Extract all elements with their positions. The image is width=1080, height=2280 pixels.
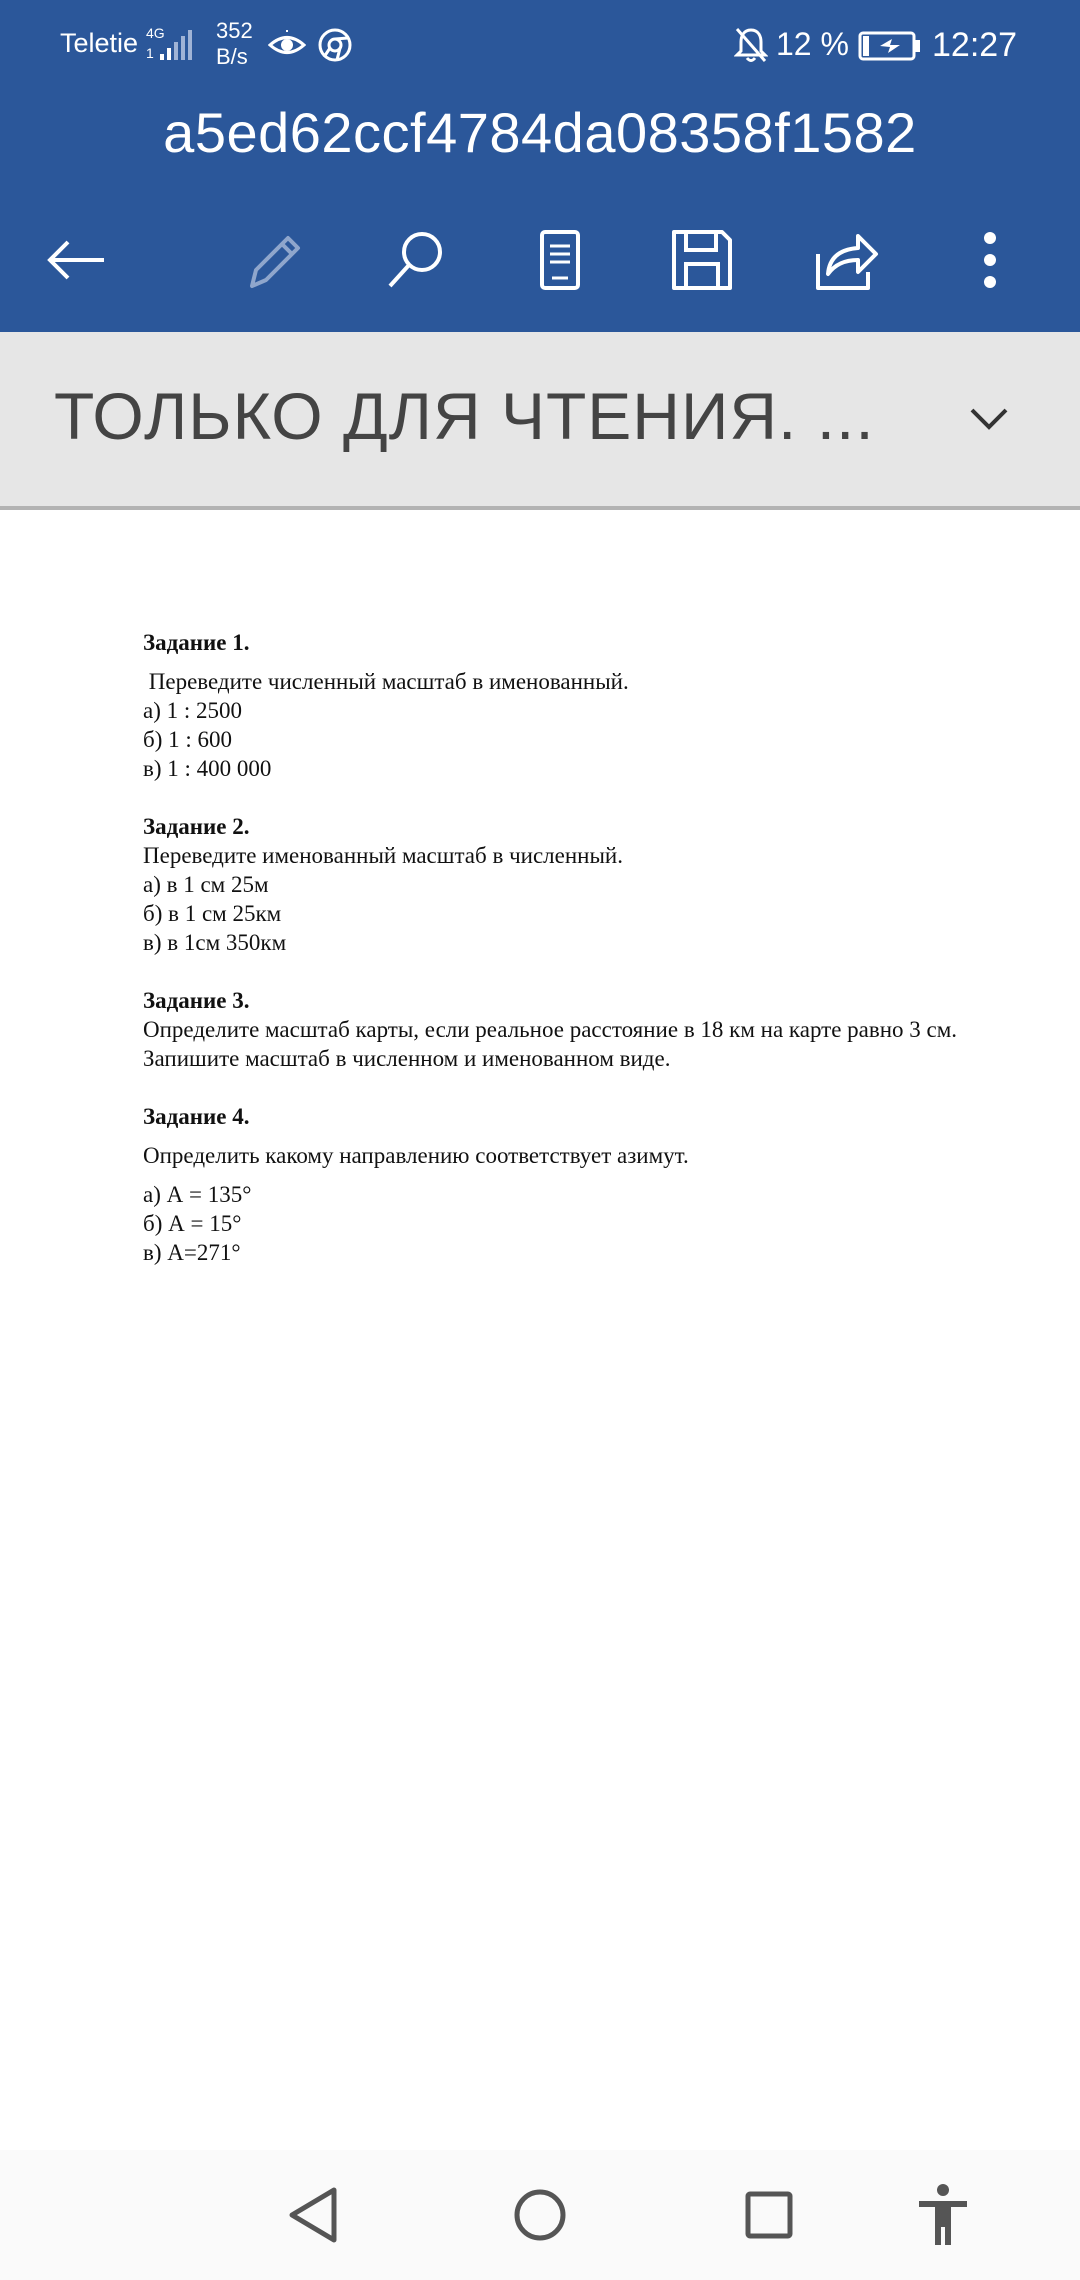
eye-comfort-icon: [268, 30, 306, 60]
task-2-title: Задание 2.: [143, 814, 250, 839]
status-bar: [0, 0, 1080, 92]
task-1-title: Задание 1.: [143, 630, 250, 655]
search-icon: [382, 226, 450, 294]
signal-icon: [146, 24, 206, 64]
nav-home-button[interactable]: [505, 2180, 575, 2250]
nav-back-button[interactable]: [278, 2180, 348, 2250]
more-options-button[interactable]: [940, 210, 1040, 310]
edit-button[interactable]: [224, 210, 324, 310]
task-4-item: а) А = 135°: [143, 1182, 252, 1207]
data-speed-value: 352: [216, 18, 253, 43]
search-button[interactable]: [366, 210, 466, 310]
accessibility-button[interactable]: [908, 2180, 978, 2250]
toolbar: [0, 210, 1080, 310]
task-2-item: а) в 1 см 25м: [143, 872, 269, 897]
save-button[interactable]: [652, 210, 752, 310]
battery-charging-icon: [858, 30, 922, 62]
task-1-item: а) 1 : 2500: [143, 698, 243, 723]
carrier-name: Teletie: [60, 28, 139, 58]
task-3-text: Запишите масштаб в численном и именованном виде.: [143, 1046, 671, 1071]
triangle-back-icon: [286, 2186, 340, 2244]
more-vert-icon: [956, 226, 1024, 294]
share-icon: [812, 226, 880, 294]
task-4-title: Задание 4.: [143, 1104, 250, 1129]
reading-view-button[interactable]: [510, 210, 610, 310]
chrome-icon: [318, 28, 352, 62]
task-2-prompt: Переведите именованный масштаб в численный.: [143, 843, 623, 868]
task-3-text: Определите масштаб карты, если реальное расстояние в 18 км на карте равно 3 см.: [143, 1017, 958, 1042]
sim-slot-label: 1: [146, 45, 154, 61]
task-1-prompt: Переведите численный масштаб в именованный.: [148, 669, 629, 694]
task-2-item: в) в 1см 350км: [143, 930, 287, 955]
data-speed-unit: B/s: [216, 44, 248, 69]
navigation-bar: [0, 2150, 1080, 2280]
pen-icon: [240, 226, 308, 294]
read-only-text: ТОЛЬКО ДЛЯ ЧТЕНИЯ. ...: [54, 379, 875, 453]
task-1-item: в) 1 : 400 000: [143, 756, 272, 781]
expand-banner-button[interactable]: [962, 392, 1016, 446]
clock: 12:27: [932, 26, 1018, 64]
reading-view-icon: [526, 226, 594, 294]
accessibility-icon: [915, 2183, 971, 2247]
battery-percent: 12 %: [776, 26, 849, 62]
chevron-down-icon: [969, 407, 1009, 431]
app-header: [0, 0, 1080, 332]
notifications-off-icon: [734, 26, 768, 64]
task-4-item: в) А=271°: [143, 1240, 241, 1265]
task-4-item: б) А = 15°: [143, 1211, 242, 1236]
document-body: [143, 628, 1073, 1267]
task-4-prompt: Определить какому направлению соответствует азимут.: [143, 1143, 689, 1168]
task-2-item: б) в 1 см 25км: [143, 901, 282, 926]
read-only-banner[interactable]: [0, 332, 1080, 510]
share-button[interactable]: [796, 210, 896, 310]
task-3-title: Задание 3.: [143, 988, 250, 1013]
document-title: a5ed62ccf4784da08358f1582: [163, 101, 917, 164]
data-speed: [216, 18, 253, 70]
circle-home-icon: [512, 2187, 568, 2243]
task-1-item: б) 1 : 600: [143, 727, 233, 752]
back-arrow-icon: [42, 226, 110, 294]
network-type-label: 4G: [146, 25, 165, 41]
save-icon: [668, 226, 736, 294]
nav-recents-button[interactable]: [734, 2180, 804, 2250]
back-button[interactable]: [26, 210, 126, 310]
square-recents-icon: [744, 2190, 794, 2240]
